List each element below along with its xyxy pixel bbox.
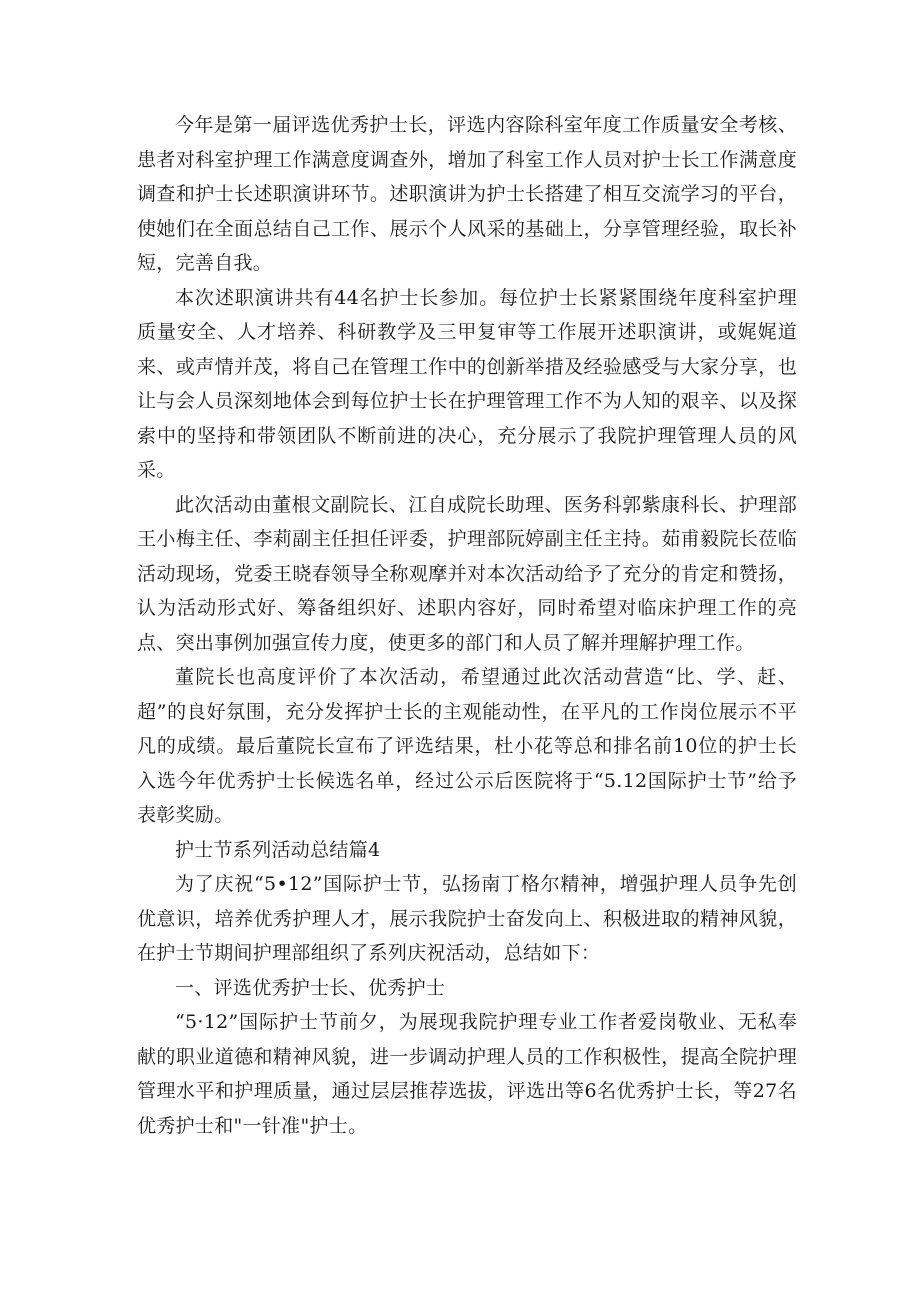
document-body (137, 108, 797, 1143)
paragraph-awards: “5·12”国际护士节前夕，为展现我院护理专业工作者爱岗敬业、无私奉献的职业道德和精神风貌，进一步调动护理人员的工作积极性，提高全院护理管理水平和护理质量，通过层层推荐选拔，评选出等6名优秀护士长，等27名优秀护士和"一针准"护士。 (137, 1011, 797, 1137)
paragraph-speech-session: 本次述职演讲共有44名护士长参加。每位护士长紧紧围绕年度科室护理质量安全、人才培养、科研教学及三甲复审等工作展开述职演讲，或娓娓道来、或声情并茂，将自己在管理工作中的创新举措及经验感受与大家分享，也让与会人员深刻地体会到每位护士长在护理管理工作不为人知的艰辛、以及探索中的坚持和带领团队不断前进的决心，充分展示了我院护理管理人员的风采。 (137, 286, 797, 481)
subsection-heading: 一、评选优秀护士长、优秀护士 (175, 976, 446, 999)
paragraph-evaluation-intro: 今年是第一届评选优秀护士长，评选内容除科室年度工作质量安全考核、患者对科室护理工作满意度调查外，增加了科室工作人员对护士长工作满意度调查和护士长述职演讲环节。述职演讲为护士长搭建了相互交流学习的平台，使她们在全面总结自己工作、展示个人风采的基础上，分享管理经验，取长补短，完善自我。 (137, 114, 797, 274)
paragraph-judges: 此次活动由董根文副院长、江自成院长助理、医务科郭紫康科长、护理部王小梅主任、李莉副主任担任评委，护理部阮婷副主任主持。茹甫毅院长莅临活动现场，党委王晓春领导全称观摩并对本次活动给予了充分的肯定和赞扬，认为活动形式好、筹备组织好、述职内容好，同时希望对临床护理工作的亮点、突出事例加强宣传力度，使更多的部门和人员了解并理解护理工作。 (137, 493, 797, 654)
paragraph-dean-comments: 董院长也高度评价了本次活动，希望通过此次活动营造“比、学、赶、超”的良好氛围，充分发挥护士长的主观能动性，在平凡的工作岗位展示不平凡的成绩。最后董院长宣布了评选结果，杜小花等总和排名前10位的护士长入选今年优秀护士长候选名单，经过公示后医院将于“5.12国际护士节”给予表彰奖励。 (137, 666, 797, 826)
paragraph-celebration-intro: 为了庆祝“5•12”国际护士节，弘扬南丁格尔精神，增强护理人员争先创优意识，培养优秀护理人才，展示我院护士奋发向上、积极进取的精神风貌，在护士节期间护理部组织了系列庆祝活动，总结如下： (137, 873, 797, 964)
section-title: 护士节系列活动总结篇4 (175, 838, 381, 861)
